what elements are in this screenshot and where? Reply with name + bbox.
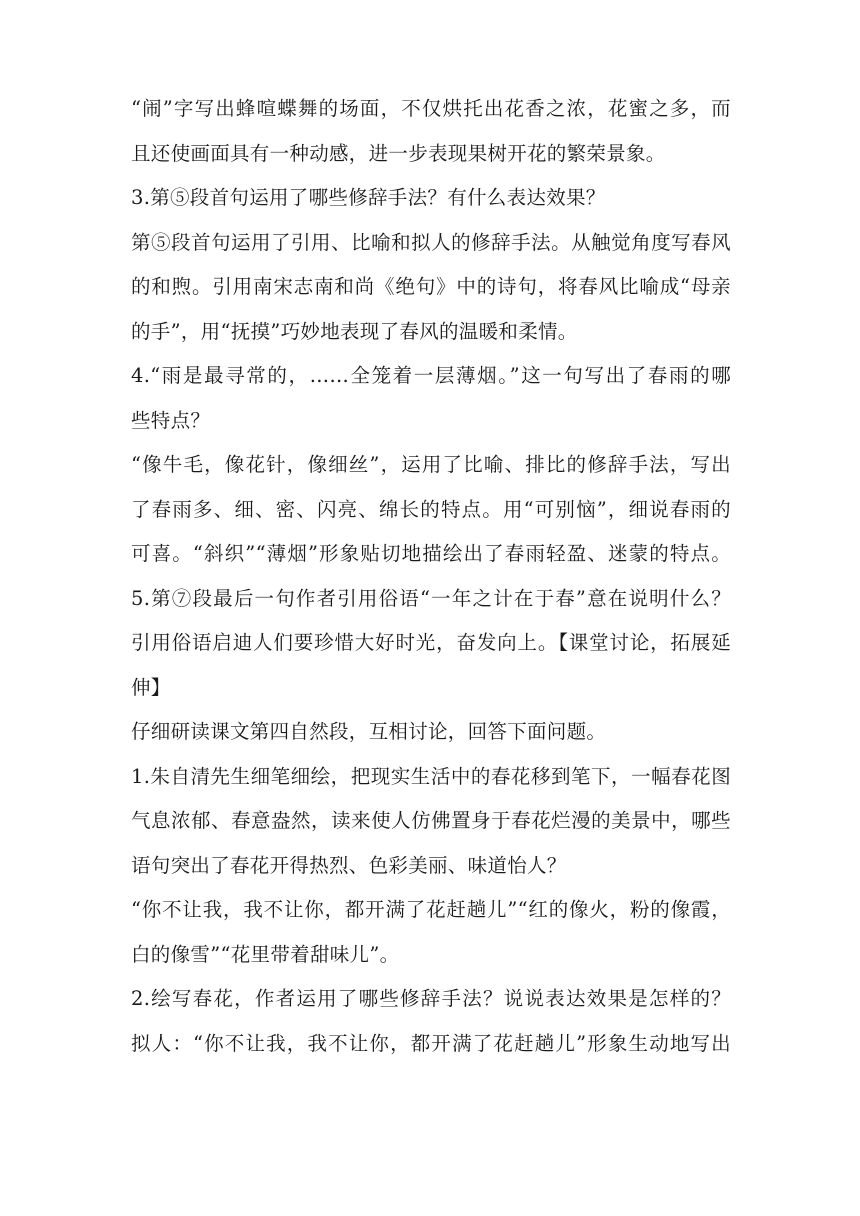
answer-line: 白的像雪”“花里带着甜味儿”。: [131, 942, 400, 966]
question-line: 3.第⑤段首句运用了哪些修辞手法？有什么表达效果？: [131, 186, 606, 209]
answer-line: 了春雨多、细、密、闪亮、绵长的特点。用“可别恼”，细说春雨的: [131, 497, 731, 521]
answer-line: “你不让我，我不让你，都开满了花赶趟儿”“红的像火，粉的像霞，: [131, 898, 731, 921]
question-line: 2.绘写春花，作者运用了哪些修辞手法？说说表达效果是怎样的？: [131, 987, 731, 1010]
question-line: 气息浓郁、春意盎然，读来使人仿佛置身于春花烂漫的美景中，哪些: [131, 809, 731, 832]
section-heading-line: 伸】: [131, 675, 171, 699]
answer-line: 的和煦。引用南宋志南和尚《绝句》中的诗句，将春风比喻成“母亲: [131, 275, 731, 298]
question-line: 4.“雨是最寻常的，……全笼着一层薄烟。”这一句写出了春雨的哪: [131, 364, 731, 387]
answer-line: 可喜。“斜织”“薄烟”形象贴切地描绘出了春雨轻盈、迷蒙的特点。: [131, 542, 731, 565]
question-line: 1.朱自清先生细笔细绘，把现实生活中的春花移到笔下，一幅春花图: [131, 764, 731, 788]
instruction-line: 仔细研读课文第四自然段，互相讨论，回答下面问题。: [131, 720, 607, 743]
question-line: 些特点？: [131, 408, 211, 432]
document-body: [131, 87, 731, 1066]
answer-line: “像牛毛，像花针，像细丝”，运用了比喻、排比的修辞手法，写出: [131, 453, 731, 476]
question-line: 5.第⑦段最后一句作者引用俗语“一年之计在于春”意在说明什么？: [131, 586, 731, 610]
answer-line: 拟人：“你不让我，我不让你，都开满了花赶趟儿”形象生动地写出: [131, 1031, 731, 1055]
answer-line: 的手”，用“抚摸”巧妙地表现了春风的温暖和柔情。: [131, 319, 578, 343]
text-line: 且还使画面具有一种动感，进一步表现果树开花的繁荣景象。: [131, 141, 666, 165]
text-line: “闹”字写出蜂喧蝶舞的场面，不仅烘托出花香之浓，花蜜之多，而: [131, 97, 731, 120]
question-line: 语句突出了春花开得热烈、色彩美丽、味道怡人？: [131, 853, 567, 877]
answer-line: 引用俗语启迪人们要珍惜大好时光，奋发向上。【课堂讨论，拓展延: [131, 631, 731, 654]
answer-line: 第⑤段首句运用了引用、比喻和拟人的修辞手法。从触觉角度写春风: [131, 230, 731, 254]
